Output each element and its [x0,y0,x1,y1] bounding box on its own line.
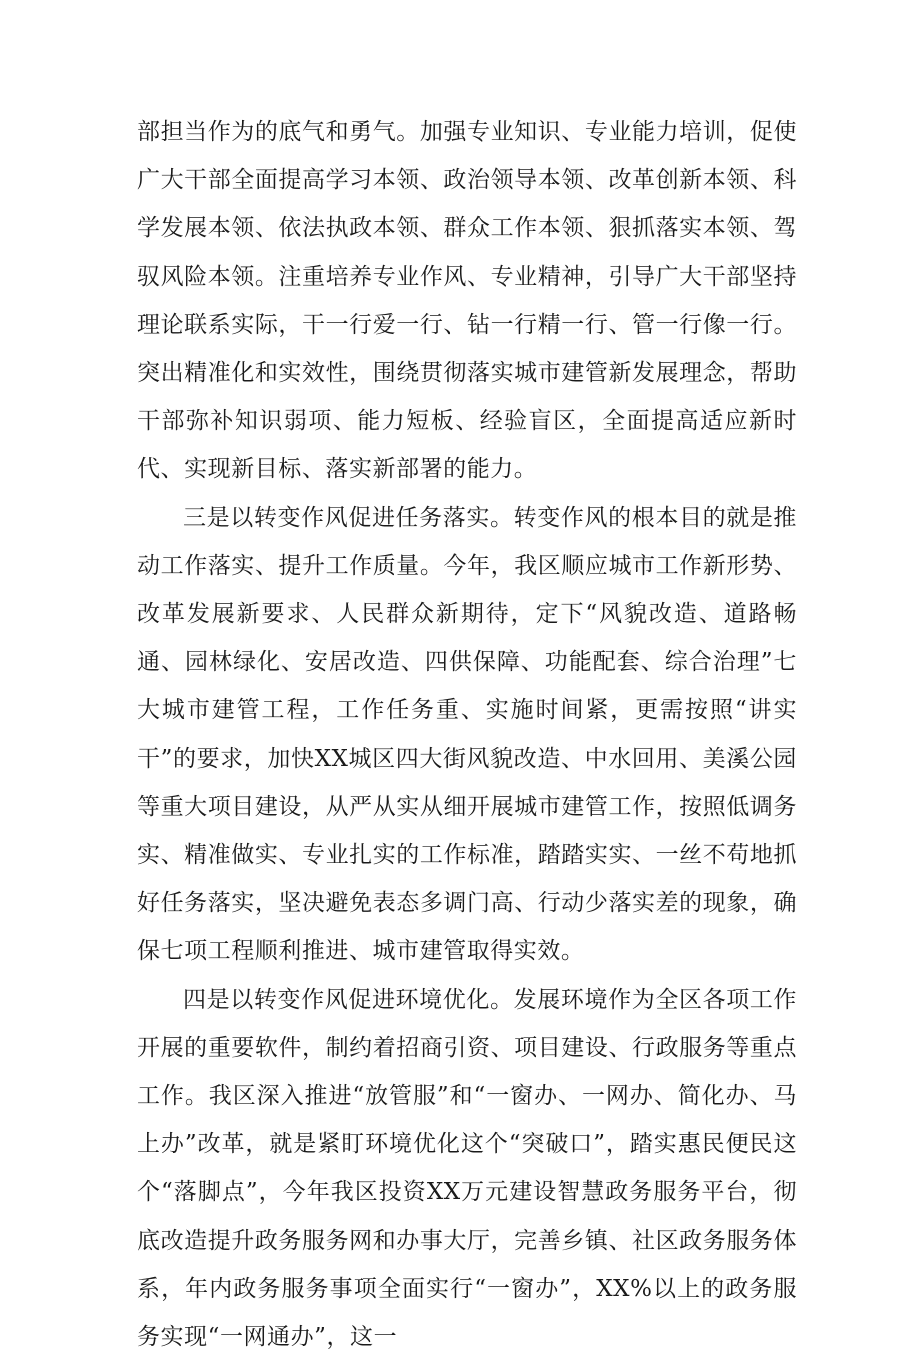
paragraph-point-four: 四是以转变作风促进环境优化。发展环境作为全区各项工作开展的重要软件，制约着招商引资、项目建设、行政服务等重点工作。我区深入推进“放管服”和“一窗办、一网办、简化办、马上办”改革，就是紧盯环境优化这个“突破口”，踏实惠民便民这个“落脚点”，今年我区投资XX万元建设智慧政务服务平台，彻底改造提升政务服务网和办事大厅，完善乡镇、社区政务服务体系，年内政务服务事项全面实行“一窗办”，XX%以上的政务服务实现“一网通办”，这一 [137,986,797,1351]
document-body [137,108,797,1361]
paragraph-point-three: 三是以转变作风促进任务落实。转变作风的根本目的就是推动工作落实、提升工作质量。今年，我区顺应城市工作新形势、改革发展新要求、人民群众新期待，定下“风貌改造、道路畅通、园林绿化、安居改造、四供保障、功能配套、综合治理”七大城市建管工程，工作任务重、实施时间紧，更需按照“讲实干”的要求，加快XX城区四大街风貌改造、中水回用、美溪公园等重大项目建设，从严从实从细开展城市建管工作，按照低调务实、精准做实、专业扎实的工作标准，踏踏实实、一丝不苟地抓好任务落实，坚决避免表态多调门高、行动少落实差的现象，确保七项工程顺利推进、城市建管取得实效。 [137,504,797,965]
paragraph-continuation: 部担当作为的底气和勇气。加强专业知识、专业能力培训，促使广大干部全面提高学习本领、政治领导本领、改革创新本领、科学发展本领、依法执政本领、群众工作本领、狠抓落实本领、驾驭风险本领。注重培养专业作风、专业精神，引导广大干部坚持理论联系实际，干一行爱一行、钻一行精一行、管一行像一行。突出精准化和实效性，围绕贯彻落实城市建管新发展理念，帮助干部弥补知识弱项、能力短板、经验盲区，全面提高适应新时代、实现新目标、落实新部署的能力。 [137,119,797,483]
